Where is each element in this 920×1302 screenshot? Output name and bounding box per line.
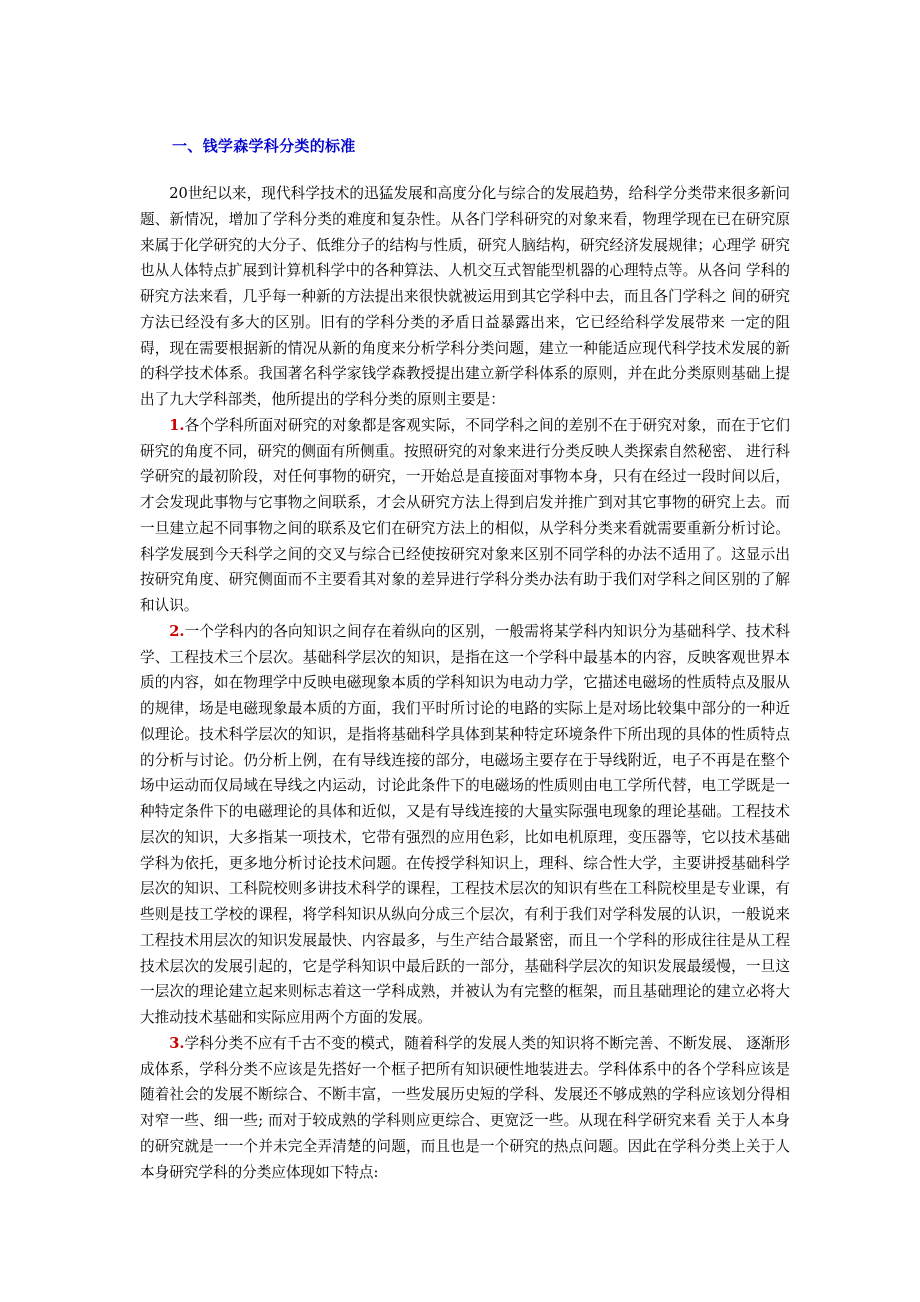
principle-paragraph-3 — [140, 1031, 790, 1186]
principle-number-3: 3. — [169, 1034, 185, 1052]
principle-paragraph-1 — [140, 413, 790, 619]
principle-text-1: 各个学科所面对研究的对象都是客观实际，不同学科之间的差别不在于研究对象，而在于它们研究的角度不同，研究的侧面有所侧重。按照研究的对象来进行分类反映人类探索自然秘密、 进行科学研究的最初阶段，对任何事物的研究，一开始总是直接面对事物本身，只有在经过一段时间以后，才会发现此事物与它事物之间联系，才会从研究方法上得到启发并推广到对其它事物的研究上去。而一旦建立起不同事物之间的联系及它们在研究方法上的相似，从学科分类来看就需要重新分析讨论。科学发展到今天科学之间的交叉与综合已经使按研究对象来区别不同学科的办法不适用了。这显示出按研究角度、研究侧面而不主要看其对象的差异进行学科分类办法有助于我们对学科之间区别的了解和认识。 — [140, 416, 790, 614]
principle-text-3: 学科分类不应有千古不变的模式，随着科学的发展人类的知识将不断完善、不断发展、 逐渐形成体系，学科分类不应该是先搭好一个框子把所有知识硬性地装进去。学科体系中的各个学科应该是随着社会的发展不断综合、不断丰富，一些发展历史短的学科、发展还不够成熟的学科应该划分得相对窄一些、细一些; 而对于较成熟的学科则应更综合、更宽泛一些。从现在科学研究来看 关于人本身的研究就是一一个并未完全弄清楚的问题，而且也是一个研究的热点问题。因此在学科分类上关于人本身研究学科的分类应体现如下特点: — [140, 1034, 790, 1181]
intro-paragraph — [140, 181, 790, 413]
document-body — [140, 181, 790, 1185]
principle-paragraph-2 — [140, 619, 790, 1031]
intro-text: 20世纪以来，现代科学技术的迅猛发展和高度分化与综合的发展趋势，给科学分类带来很多新问题、新情况，增加了学科分类的难度和复杂性。从各门学科研究的对象来看，物理学现在已在研究原来属于化学研究的大分子、低维分子的结构与性质，研究人脑结构，研究经济发展规律；心理学 研究也从人体特点扩展到计算机科学中的各种算法、人机交互式智能型机器的心理特点等。从各问 学科的研究方法来看，几乎每一种新的方法提出来很快就被运用到其它学科中去，而且各门学科之 间的研究方法已经没有多大的区别。旧有的学科分类的矛盾日益暴露出来，它已经给科学发展带来 一定的阻碍，现在需要根据新的情况从新的角度来分析学科分类问题，建立一种能适应现代科学技术发展的新的科学技术体系。我国著名科学家钱学森教授提出建立新学科体系的原则，并在此分类原则基础上提出了九大学科部类，他所提出的学科分类的原则主要是： — [140, 185, 790, 408]
section-heading: 一、钱学森学科分类的标准 — [172, 137, 356, 155]
principle-text-2: 一个学科内的各向知识之间存在着纵向的区别，一般需将某学科内知识分为基础科学、技术科学、工程技术三个层次。基础科学层次的知识，是指在这一个学科中最基本的内容，反映客观世界本质的内容，如在物理学中反映电磁现象本质的学科知识为电动力学，它描述电磁场的性质特点及服从的规律，场是电磁现象最本质的方面，我们平时所讨论的电路的实际上是对场比较集中部分的一种近似理论。技术科学层次的知识，是指将基础科学具体到某种特定环境条件下所出现的具体的性质特点的分析与讨论。仍分析上例，在有导线连接的部分，电磁场主要存在于导线附近，电子不再是在整个场中运动而仅局域在导线之内运动，讨论此条件下的电磁场的性质则由电工学所代替，电工学既是一种特定条件下的电磁理论的具体和近似，又是有导线连接的大量实际强电现象的理论基础。工程技术层次的知识，大多指某一项技术，它带有强烈的应用色彩，比如电机原理，变压器等，它以技术基础学科为依托，更多地分析讨论技术问题。在传授学科知识上，理科、综合性大学，主要讲授基础科学层次的知识、工科院校则多讲技术科学的课程，工程技术层次的知识有些在工科院校里是专业课，有些则是技工学校的课程，将学科知识从纵向分成三个层次，有利于我们对学科发展的认识，一般说来工程技术用层次的知识发展最快、内容最多，与生产结合最紧密，而且一个学科的形成往往是从工程技术层次的发展引起的，它是学科知识中最后跃的一部分，基础科学层次的知识发展最缓慢，一旦这一层次的理论建立起来则标志着这一学科成熟，并被认为有完整的框架，而且基础理论的建立必将大大推动技术基础和实际应用两个方面的发展。 — [140, 622, 790, 1026]
principle-number-2: 2. — [169, 622, 185, 640]
principle-number-1: 1. — [169, 416, 185, 434]
